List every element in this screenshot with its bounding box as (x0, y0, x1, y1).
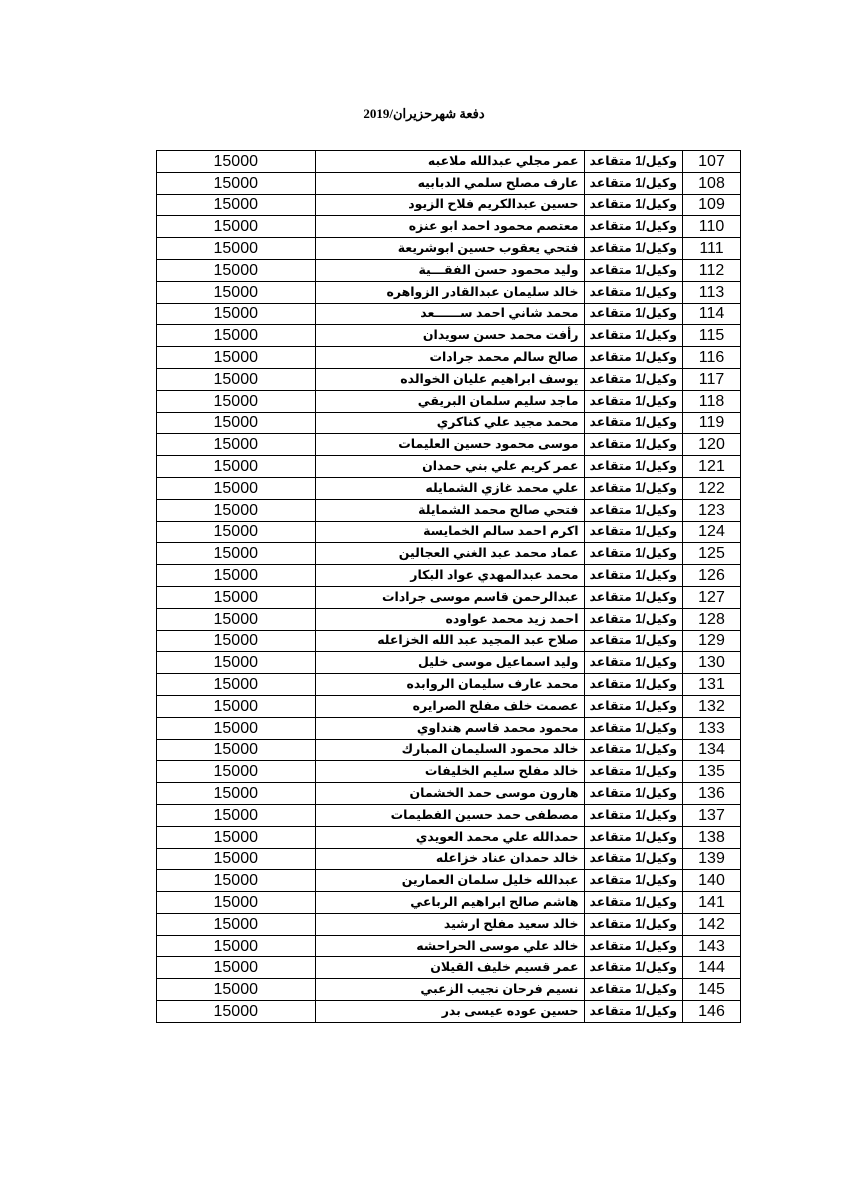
name-cell: حسين عبدالكريم فلاح الزيود (315, 194, 584, 216)
table-row (157, 652, 741, 674)
table-row (157, 347, 741, 369)
table-row (157, 892, 741, 914)
rank-cell: وكيل/1 متقاعد (584, 499, 683, 521)
row-number: 132 (683, 695, 741, 717)
amount-cell: 15000 (157, 521, 316, 543)
row-number: 139 (683, 848, 741, 870)
table-row (157, 935, 741, 957)
name-cell: فتحي صالح محمد الشمايلة (315, 499, 584, 521)
amount-cell: 15000 (157, 347, 316, 369)
name-cell: موسى محمود حسين العليمات (315, 434, 584, 456)
name-cell: احمد زيد محمد عواوده (315, 608, 584, 630)
rank-cell: وكيل/1 متقاعد (584, 368, 683, 390)
rank-cell: وكيل/1 متقاعد (584, 172, 683, 194)
row-number: 131 (683, 674, 741, 696)
row-number: 126 (683, 565, 741, 587)
name-cell: عبدالرحمن قاسم موسى جرادات (315, 586, 584, 608)
table-row (157, 848, 741, 870)
amount-cell: 15000 (157, 935, 316, 957)
rank-cell: وكيل/1 متقاعد (584, 826, 683, 848)
rank-cell: وكيل/1 متقاعد (584, 521, 683, 543)
amount-cell: 15000 (157, 586, 316, 608)
row-number: 114 (683, 303, 741, 325)
name-cell: معتصم محمود احمد ابو عنزه (315, 216, 584, 238)
table-row (157, 739, 741, 761)
rank-cell: وكيل/1 متقاعد (584, 652, 683, 674)
amount-cell: 15000 (157, 870, 316, 892)
document-title: دفعة شهرحزيران/2019 (363, 106, 485, 121)
rank-cell: وكيل/1 متقاعد (584, 783, 683, 805)
name-cell: عمر مجلي عبدالله ملاعبه (315, 151, 584, 173)
table-row (157, 826, 741, 848)
amount-cell: 15000 (157, 608, 316, 630)
rank-cell: وكيل/1 متقاعد (584, 674, 683, 696)
name-cell: وليد اسماعيل موسى خليل (315, 652, 584, 674)
rank-cell: وكيل/1 متقاعد (584, 303, 683, 325)
rank-cell: وكيل/1 متقاعد (584, 259, 683, 281)
row-number: 136 (683, 783, 741, 805)
table-row (157, 281, 741, 303)
amount-cell: 15000 (157, 390, 316, 412)
table-row (157, 477, 741, 499)
row-number: 116 (683, 347, 741, 369)
amount-cell: 15000 (157, 434, 316, 456)
amount-cell: 15000 (157, 325, 316, 347)
row-number: 120 (683, 434, 741, 456)
row-number: 121 (683, 456, 741, 478)
amount-cell: 15000 (157, 281, 316, 303)
row-number: 143 (683, 935, 741, 957)
name-cell: خالد سعيد مفلح ارشيد (315, 913, 584, 935)
name-cell: خالد سليمان عبدالقادر الزواهره (315, 281, 584, 303)
name-cell: محمد شاني احمد ســــــعد (315, 303, 584, 325)
table-row (157, 913, 741, 935)
rank-cell: وكيل/1 متقاعد (584, 565, 683, 587)
roster-table-body (157, 151, 741, 1023)
row-number: 119 (683, 412, 741, 434)
row-number: 142 (683, 913, 741, 935)
rank-cell: وكيل/1 متقاعد (584, 238, 683, 260)
amount-cell: 15000 (157, 674, 316, 696)
name-cell: عمر قسيم خليف القيلان (315, 957, 584, 979)
amount-cell: 15000 (157, 1001, 316, 1023)
name-cell: خالد علي موسى الحراحشه (315, 935, 584, 957)
rank-cell: وكيل/1 متقاعد (584, 281, 683, 303)
table-row (157, 1001, 741, 1023)
rank-cell: وكيل/1 متقاعد (584, 870, 683, 892)
row-number: 125 (683, 543, 741, 565)
rank-cell: وكيل/1 متقاعد (584, 935, 683, 957)
rank-cell: وكيل/1 متقاعد (584, 412, 683, 434)
amount-cell: 15000 (157, 477, 316, 499)
rank-cell: وكيل/1 متقاعد (584, 434, 683, 456)
name-cell: مصطفى حمد حسين الفطيمات (315, 804, 584, 826)
row-number: 111 (683, 238, 741, 260)
rank-cell: وكيل/1 متقاعد (584, 194, 683, 216)
name-cell: هارون موسى حمد الخشمان (315, 783, 584, 805)
rank-cell: وكيل/1 متقاعد (584, 761, 683, 783)
name-cell: وليد محمود حسن الفقـــية (315, 259, 584, 281)
amount-cell: 15000 (157, 368, 316, 390)
name-cell: صالح سالم محمد جرادات (315, 347, 584, 369)
table-row (157, 325, 741, 347)
name-cell: محمد عبدالمهدي عواد البكار (315, 565, 584, 587)
table-row (157, 957, 741, 979)
name-cell: خالد محمود السليمان المبارك (315, 739, 584, 761)
name-cell: حسين عوده عيسى بدر (315, 1001, 584, 1023)
table-row (157, 412, 741, 434)
table-row (157, 521, 741, 543)
rank-cell: وكيل/1 متقاعد (584, 848, 683, 870)
rank-cell: وكيل/1 متقاعد (584, 477, 683, 499)
name-cell: عصمت خلف مفلح الصرايره (315, 695, 584, 717)
table-row (157, 543, 741, 565)
rank-cell: وكيل/1 متقاعد (584, 957, 683, 979)
table-row (157, 630, 741, 652)
amount-cell: 15000 (157, 194, 316, 216)
table-row (157, 586, 741, 608)
row-number: 115 (683, 325, 741, 347)
amount-cell: 15000 (157, 543, 316, 565)
table-row (157, 303, 741, 325)
amount-cell: 15000 (157, 717, 316, 739)
row-number: 133 (683, 717, 741, 739)
amount-cell: 15000 (157, 826, 316, 848)
table-row (157, 368, 741, 390)
rank-cell: وكيل/1 متقاعد (584, 717, 683, 739)
amount-cell: 15000 (157, 238, 316, 260)
row-number: 117 (683, 368, 741, 390)
amount-cell: 15000 (157, 652, 316, 674)
row-number: 127 (683, 586, 741, 608)
table-row (157, 259, 741, 281)
name-cell: حمدالله علي محمد العويدي (315, 826, 584, 848)
row-number: 138 (683, 826, 741, 848)
amount-cell: 15000 (157, 957, 316, 979)
table-row (157, 499, 741, 521)
rank-cell: وكيل/1 متقاعد (584, 390, 683, 412)
rank-cell: وكيل/1 متقاعد (584, 151, 683, 173)
name-cell: عبدالله خليل سلمان العمارين (315, 870, 584, 892)
row-number: 108 (683, 172, 741, 194)
amount-cell: 15000 (157, 216, 316, 238)
rank-cell: وكيل/1 متقاعد (584, 347, 683, 369)
name-cell: محمد عارف سليمان الروابده (315, 674, 584, 696)
row-number: 140 (683, 870, 741, 892)
table-row (157, 608, 741, 630)
name-cell: خالد مفلح سليم الخليفات (315, 761, 584, 783)
name-cell: خالد حمدان عناد خزاعله (315, 848, 584, 870)
amount-cell: 15000 (157, 303, 316, 325)
rank-cell: وكيل/1 متقاعد (584, 739, 683, 761)
rank-cell: وكيل/1 متقاعد (584, 1001, 683, 1023)
name-cell: نسيم فرحان نجيب الزعبي (315, 979, 584, 1001)
name-cell: يوسف ابراهيم عليان الخوالده (315, 368, 584, 390)
amount-cell: 15000 (157, 630, 316, 652)
row-number: 123 (683, 499, 741, 521)
name-cell: اكرم احمد سالم الخمايسة (315, 521, 584, 543)
name-cell: فتحي يعقوب حسين ابوشريعة (315, 238, 584, 260)
table-row (157, 979, 741, 1001)
rank-cell: وكيل/1 متقاعد (584, 913, 683, 935)
row-number: 122 (683, 477, 741, 499)
name-cell: ماجد سليم سلمان البريقي (315, 390, 584, 412)
rank-cell: وكيل/1 متقاعد (584, 695, 683, 717)
rank-cell: وكيل/1 متقاعد (584, 979, 683, 1001)
amount-cell: 15000 (157, 172, 316, 194)
rank-cell: وكيل/1 متقاعد (584, 630, 683, 652)
amount-cell: 15000 (157, 804, 316, 826)
name-cell: محمود محمد قاسم هنداوي (315, 717, 584, 739)
table-row (157, 390, 741, 412)
amount-cell: 15000 (157, 151, 316, 173)
amount-cell: 15000 (157, 456, 316, 478)
amount-cell: 15000 (157, 761, 316, 783)
row-number: 128 (683, 608, 741, 630)
row-number: 110 (683, 216, 741, 238)
roster-table (156, 150, 741, 1023)
amount-cell: 15000 (157, 412, 316, 434)
table-row (157, 434, 741, 456)
row-number: 107 (683, 151, 741, 173)
rank-cell: وكيل/1 متقاعد (584, 216, 683, 238)
row-number: 134 (683, 739, 741, 761)
amount-cell: 15000 (157, 565, 316, 587)
amount-cell: 15000 (157, 892, 316, 914)
row-number: 124 (683, 521, 741, 543)
amount-cell: 15000 (157, 499, 316, 521)
rank-cell: وكيل/1 متقاعد (584, 543, 683, 565)
table-row (157, 565, 741, 587)
name-cell: رأفت محمد حسن سويدان (315, 325, 584, 347)
row-number: 118 (683, 390, 741, 412)
table-row (157, 717, 741, 739)
table-row (157, 761, 741, 783)
row-number: 144 (683, 957, 741, 979)
table-row (157, 151, 741, 173)
table-row (157, 804, 741, 826)
row-number: 129 (683, 630, 741, 652)
rank-cell: وكيل/1 متقاعد (584, 804, 683, 826)
row-number: 109 (683, 194, 741, 216)
row-number: 112 (683, 259, 741, 281)
table-row (157, 194, 741, 216)
name-cell: علي محمد غازي الشمايله (315, 477, 584, 499)
rank-cell: وكيل/1 متقاعد (584, 586, 683, 608)
name-cell: عمر كريم علي بني حمدان (315, 456, 584, 478)
row-number: 113 (683, 281, 741, 303)
amount-cell: 15000 (157, 913, 316, 935)
table-row (157, 238, 741, 260)
name-cell: هاشم صالح ابراهيم الرباعي (315, 892, 584, 914)
rank-cell: وكيل/1 متقاعد (584, 892, 683, 914)
table-row (157, 674, 741, 696)
row-number: 145 (683, 979, 741, 1001)
amount-cell: 15000 (157, 848, 316, 870)
name-cell: عارف مصلح سلمي الدبابيه (315, 172, 584, 194)
row-number: 146 (683, 1001, 741, 1023)
row-number: 135 (683, 761, 741, 783)
amount-cell: 15000 (157, 783, 316, 805)
name-cell: محمد مجيد علي كناكري (315, 412, 584, 434)
table-row (157, 695, 741, 717)
table-row (157, 456, 741, 478)
amount-cell: 15000 (157, 979, 316, 1001)
rank-cell: وكيل/1 متقاعد (584, 608, 683, 630)
name-cell: صلاح عبد المجيد عبد الله الخزاعله (315, 630, 584, 652)
table-row (157, 870, 741, 892)
table-row (157, 172, 741, 194)
row-number: 137 (683, 804, 741, 826)
amount-cell: 15000 (157, 259, 316, 281)
row-number: 141 (683, 892, 741, 914)
rank-cell: وكيل/1 متقاعد (584, 456, 683, 478)
row-number: 130 (683, 652, 741, 674)
amount-cell: 15000 (157, 695, 316, 717)
name-cell: عماد محمد عبد الغني العجالين (315, 543, 584, 565)
table-row (157, 783, 741, 805)
rank-cell: وكيل/1 متقاعد (584, 325, 683, 347)
amount-cell: 15000 (157, 739, 316, 761)
table-row (157, 216, 741, 238)
